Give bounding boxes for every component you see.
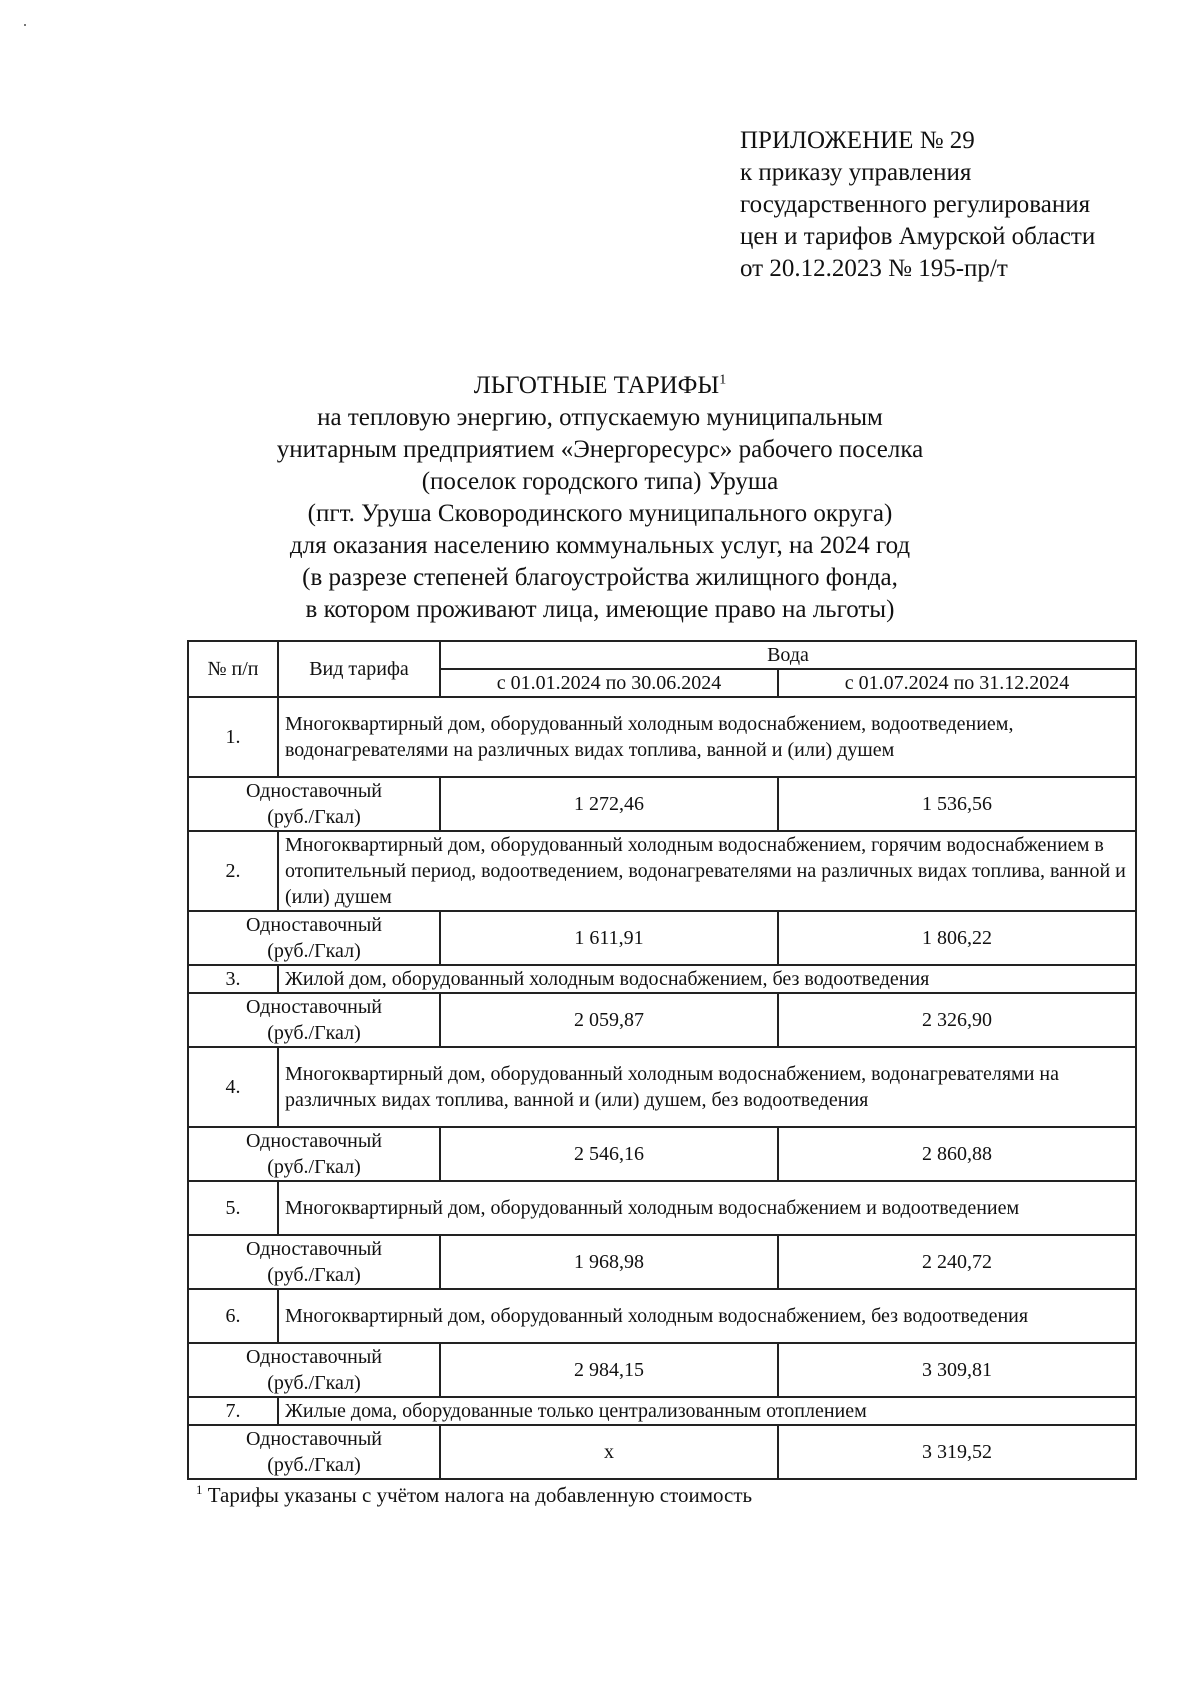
appendix-line: к приказу управления <box>740 159 972 186</box>
header-period-2: с 01.07.2024 по 31.12.2024 <box>778 669 1136 697</box>
tariff-type: Одноставочный <box>246 1238 382 1260</box>
tariff-unit: (руб./Гкал) <box>267 1454 361 1476</box>
table-row-category <box>188 1289 1136 1343</box>
tariff-value-period-2: 3 309,81 <box>778 1343 1136 1397</box>
tariff-type-cell <box>188 1425 440 1479</box>
tariff-type: Одноставочный <box>246 996 382 1018</box>
row-number: 3. <box>188 965 278 993</box>
title-line: для оказания населению коммунальных услуг, на 2024 год <box>289 532 911 559</box>
tariff-type-cell <box>188 993 440 1047</box>
table-row-category <box>188 697 1136 777</box>
tariff-type: Одноставочный <box>246 780 382 802</box>
header-num: № п/п <box>188 641 278 697</box>
tariff-value-period-1: 1 272,46 <box>440 777 778 831</box>
title-head <box>150 370 1050 402</box>
row-number: 5. <box>188 1181 278 1235</box>
appendix-header <box>740 125 1095 285</box>
tariff-value-period-1: 1 968,98 <box>440 1235 778 1289</box>
tariff-value-period-2: 1 806,22 <box>778 911 1136 965</box>
table-row-tariff <box>188 1425 1136 1479</box>
row-description: Многоквартирный дом, оборудованный холодным водоснабжением и водоотведением <box>278 1181 1136 1235</box>
tariff-value-period-1: 2 546,16 <box>440 1127 778 1181</box>
footnote-mark: 1 <box>196 1482 203 1497</box>
tariff-table <box>187 640 1137 1480</box>
table-row-category <box>188 1181 1136 1235</box>
appendix-line: государственного регулирования <box>740 191 1091 218</box>
table-row-category <box>188 831 1136 911</box>
tariff-type-cell <box>188 1235 440 1289</box>
footnote-text: Тарифы указаны с учётом налога на добавленную стоимость <box>207 1483 753 1507</box>
table-row-tariff <box>188 911 1136 965</box>
row-description: Многоквартирный дом, оборудованный холодным водоснабжением, горячим водоснабжением в отопительный период, водоотведением, водонагревателями на различных видах топлива, ванной и (или) душем <box>278 831 1136 911</box>
footnote-mark: 1 <box>719 372 727 388</box>
tariff-unit: (руб./Гкал) <box>267 806 361 828</box>
tariff-unit: (руб./Гкал) <box>267 1372 361 1394</box>
table-row-category <box>188 965 1136 993</box>
document-title <box>150 370 1050 626</box>
tariff-type-cell <box>188 911 440 965</box>
table-row-tariff <box>188 1127 1136 1181</box>
header-tariff-type: Вид тарифа <box>278 641 440 697</box>
row-description: Жилые дома, оборудованные только централизованным отоплением <box>278 1397 1136 1425</box>
title-line: (в разрезе степеней благоустройства жилищного фонда, <box>302 564 898 591</box>
tariff-value-period-2: 2 326,90 <box>778 993 1136 1047</box>
scan-speck <box>24 24 26 26</box>
title-line: унитарным предприятием «Энергоресурс» рабочего поселка <box>276 436 924 463</box>
table-row-category <box>188 1047 1136 1127</box>
row-number: 4. <box>188 1047 278 1127</box>
tariff-unit: (руб./Гкал) <box>267 940 361 962</box>
table-row-category <box>188 1397 1136 1425</box>
tariff-value-period-1: 2 059,87 <box>440 993 778 1047</box>
tariff-value-period-2: 3 319,52 <box>778 1425 1136 1479</box>
row-description: Многоквартирный дом, оборудованный холодным водоснабжением, водоотведением, водонагревателями на различных видах топлива, ванной и (или) душем <box>278 697 1136 777</box>
footnote <box>196 1483 752 1508</box>
row-description: Многоквартирный дом, оборудованный холодным водоснабжением, без водоотведения <box>278 1289 1136 1343</box>
header-period-1: с 01.01.2024 по 30.06.2024 <box>440 669 778 697</box>
table-row-tariff <box>188 993 1136 1047</box>
tariff-unit: (руб./Гкал) <box>267 1156 361 1178</box>
tariff-type: Одноставочный <box>246 1428 382 1450</box>
tariff-value-period-1: 2 984,15 <box>440 1343 778 1397</box>
appendix-number: ПРИЛОЖЕНИЕ № 29 <box>740 127 975 154</box>
title-line: на тепловую энергию, отпускаемую муниципальным <box>317 404 883 431</box>
appendix-line: цен и тарифов Амурской области <box>740 223 1096 250</box>
row-number: 6. <box>188 1289 278 1343</box>
row-description: Многоквартирный дом, оборудованный холодным водоснабжением, водонагревателями на различных видах топлива, ванной и (или) душем, без водоотведения <box>278 1047 1136 1127</box>
tariff-value-period-2: 1 536,56 <box>778 777 1136 831</box>
tariff-unit: (руб./Гкал) <box>267 1264 361 1286</box>
tariff-value-period-2: 2 240,72 <box>778 1235 1136 1289</box>
tariff-type: Одноставочный <box>246 1130 382 1152</box>
appendix-date: от 20.12.2023 № 195-пр/т <box>740 255 1008 282</box>
table-header-row <box>188 641 1136 669</box>
title-line: в котором проживают лица, имеющие право на льготы) <box>305 596 895 623</box>
title-line: (поселок городского типа) Уруша <box>421 468 779 495</box>
tariff-value-period-2: 2 860,88 <box>778 1127 1136 1181</box>
row-number: 1. <box>188 697 278 777</box>
tariff-type-cell <box>188 777 440 831</box>
table-row-tariff <box>188 777 1136 831</box>
table-row-tariff <box>188 1235 1136 1289</box>
tariff-type-cell <box>188 1343 440 1397</box>
table-row-tariff <box>188 1343 1136 1397</box>
tariff-value-period-1: x <box>440 1425 778 1479</box>
row-description: Жилой дом, оборудованный холодным водоснабжением, без водоотведения <box>278 965 1136 993</box>
tariff-unit: (руб./Гкал) <box>267 1022 361 1044</box>
tariff-type: Одноставочный <box>246 914 382 936</box>
row-number: 2. <box>188 831 278 911</box>
header-water: Вода <box>440 641 1136 669</box>
tariff-type-cell <box>188 1127 440 1181</box>
tariff-value-period-1: 1 611,91 <box>440 911 778 965</box>
title-line: (пгт. Уруша Сковородинского муниципального округа) <box>307 500 893 527</box>
title-head-text: ЛЬГОТНЫЕ ТАРИФЫ <box>473 372 720 399</box>
row-number: 7. <box>188 1397 278 1425</box>
tariff-type: Одноставочный <box>246 1346 382 1368</box>
